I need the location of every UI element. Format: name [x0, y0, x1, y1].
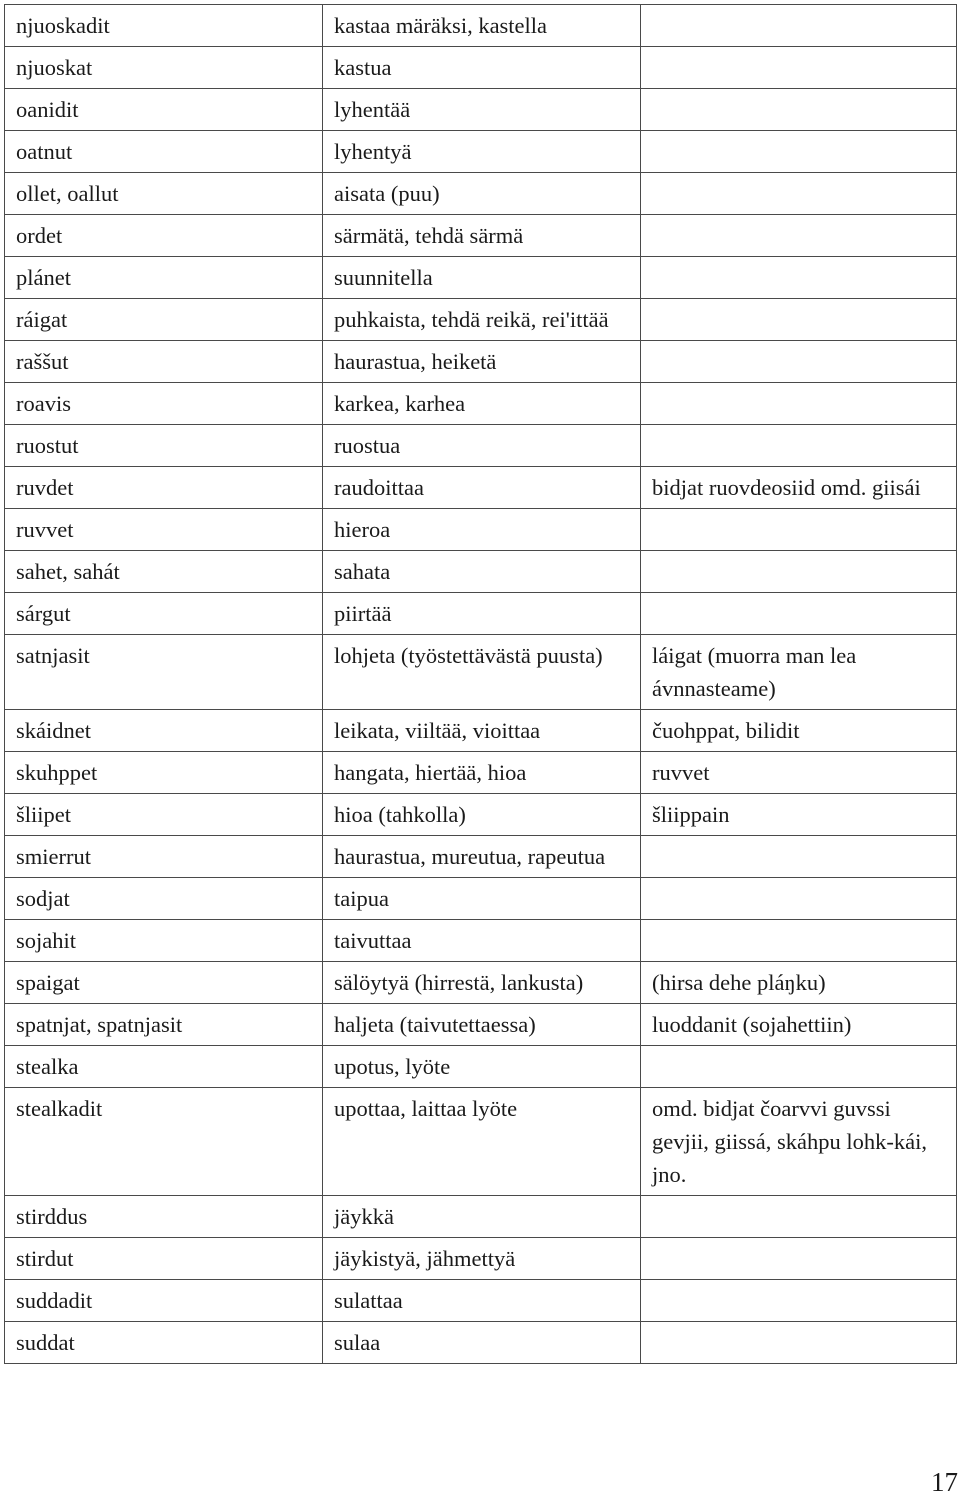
finnish-translation-cell: hieroa: [323, 509, 641, 551]
saami-term-cell: sojahit: [5, 920, 323, 962]
saami-note-cell: [641, 89, 957, 131]
table-row: [5, 131, 957, 173]
table-row: [5, 710, 957, 752]
saami-note-cell: [641, 1322, 957, 1364]
saami-term-cell: smierrut: [5, 836, 323, 878]
finnish-translation-cell: haurastua, mureutua, rapeutua: [323, 836, 641, 878]
saami-note-cell: [641, 551, 957, 593]
saami-term-cell: sodjat: [5, 878, 323, 920]
saami-term-cell: ordet: [5, 215, 323, 257]
finnish-translation-cell: haljeta (taivutettaessa): [323, 1004, 641, 1046]
finnish-translation-cell: sulaa: [323, 1322, 641, 1364]
saami-term-cell: raššut: [5, 341, 323, 383]
finnish-translation-cell: jäykistyä, jähmettyä: [323, 1238, 641, 1280]
table-row: [5, 1004, 957, 1046]
finnish-translation-cell: sulattaa: [323, 1280, 641, 1322]
table-row: [5, 5, 957, 47]
saami-term-cell: ollet, oallut: [5, 173, 323, 215]
table-row: [5, 47, 957, 89]
saami-term-cell: suddadit: [5, 1280, 323, 1322]
saami-note-cell: [641, 1046, 957, 1088]
table-row: [5, 215, 957, 257]
glossary-table: [4, 4, 957, 1364]
saami-term-cell: stirddus: [5, 1196, 323, 1238]
saami-note-cell: [641, 341, 957, 383]
saami-note-cell: [641, 836, 957, 878]
table-row: [5, 173, 957, 215]
saami-term-cell: ruostut: [5, 425, 323, 467]
finnish-translation-cell: kastaa märäksi, kastella: [323, 5, 641, 47]
finnish-translation-cell: taipua: [323, 878, 641, 920]
finnish-translation-cell: sahata: [323, 551, 641, 593]
finnish-translation-cell: lyhentää: [323, 89, 641, 131]
table-row: [5, 425, 957, 467]
saami-note-cell: [641, 5, 957, 47]
saami-note-cell: [641, 593, 957, 635]
saami-term-cell: njuoskat: [5, 47, 323, 89]
saami-term-cell: ruvdet: [5, 467, 323, 509]
table-row: [5, 752, 957, 794]
saami-term-cell: oanidit: [5, 89, 323, 131]
saami-term-cell: sárgut: [5, 593, 323, 635]
table-row: [5, 383, 957, 425]
finnish-translation-cell: sälöytyä (hirrestä, lankusta): [323, 962, 641, 1004]
finnish-translation-cell: suunnitella: [323, 257, 641, 299]
saami-note-cell: šliippain: [641, 794, 957, 836]
table-row: [5, 962, 957, 1004]
saami-note-cell: [641, 1280, 957, 1322]
table-row: [5, 1238, 957, 1280]
saami-note-cell: [641, 920, 957, 962]
glossary-body: [5, 5, 957, 1364]
saami-term-cell: stealkadit: [5, 1088, 323, 1196]
saami-note-cell: čuohppat, bilidit: [641, 710, 957, 752]
finnish-translation-cell: leikata, viiltää, vioittaa: [323, 710, 641, 752]
page-number: 17: [931, 1467, 958, 1497]
table-row: [5, 593, 957, 635]
finnish-translation-cell: hangata, hiertää, hioa: [323, 752, 641, 794]
saami-term-cell: njuoskadit: [5, 5, 323, 47]
saami-note-cell: [641, 299, 957, 341]
saami-note-cell: [641, 131, 957, 173]
finnish-translation-cell: upotus, lyöte: [323, 1046, 641, 1088]
saami-term-cell: spaigat: [5, 962, 323, 1004]
finnish-translation-cell: haurastua, heiketä: [323, 341, 641, 383]
finnish-translation-cell: aisata (puu): [323, 173, 641, 215]
saami-note-cell: [641, 215, 957, 257]
saami-term-cell: spatnjat, spatnjasit: [5, 1004, 323, 1046]
finnish-translation-cell: lyhentyä: [323, 131, 641, 173]
table-row: [5, 467, 957, 509]
saami-note-cell: (hirsa dehe pláŋku): [641, 962, 957, 1004]
table-row: [5, 1322, 957, 1364]
table-row: [5, 794, 957, 836]
finnish-translation-cell: särmätä, tehdä särmä: [323, 215, 641, 257]
saami-note-cell: luoddanit (sojahettiin): [641, 1004, 957, 1046]
saami-term-cell: ruvvet: [5, 509, 323, 551]
table-row: [5, 635, 957, 710]
saami-note-cell: [641, 1238, 957, 1280]
saami-term-cell: stealka: [5, 1046, 323, 1088]
saami-note-cell: [641, 1196, 957, 1238]
saami-term-cell: satnjasit: [5, 635, 323, 710]
finnish-translation-cell: karkea, karhea: [323, 383, 641, 425]
table-row: [5, 920, 957, 962]
table-row: [5, 299, 957, 341]
table-row: [5, 551, 957, 593]
finnish-translation-cell: ruostua: [323, 425, 641, 467]
finnish-translation-cell: taivuttaa: [323, 920, 641, 962]
table-row: [5, 836, 957, 878]
table-row: [5, 509, 957, 551]
saami-term-cell: šliipet: [5, 794, 323, 836]
saami-note-cell: bidjat ruovdeosiid omd. giisái: [641, 467, 957, 509]
saami-term-cell: stirdut: [5, 1238, 323, 1280]
saami-term-cell: skáidnet: [5, 710, 323, 752]
finnish-translation-cell: jäykkä: [323, 1196, 641, 1238]
finnish-translation-cell: piirtää: [323, 593, 641, 635]
table-row: [5, 1046, 957, 1088]
saami-note-cell: [641, 425, 957, 467]
finnish-translation-cell: puhkaista, tehdä reikä, rei'ittää: [323, 299, 641, 341]
saami-note-cell: [641, 383, 957, 425]
saami-note-cell: omd. bidjat čoarvvi guvssi gevjii, giissá, skáhpu lohk-kái, jno.: [641, 1088, 957, 1196]
table-row: [5, 257, 957, 299]
saami-term-cell: ráigat: [5, 299, 323, 341]
finnish-translation-cell: raudoittaa: [323, 467, 641, 509]
table-row: [5, 341, 957, 383]
saami-note-cell: [641, 509, 957, 551]
saami-term-cell: sahet, sahát: [5, 551, 323, 593]
finnish-translation-cell: kastua: [323, 47, 641, 89]
saami-note-cell: [641, 878, 957, 920]
table-row: [5, 1280, 957, 1322]
saami-term-cell: plánet: [5, 257, 323, 299]
saami-note-cell: láigat (muorra man lea ávnnasteame): [641, 635, 957, 710]
finnish-translation-cell: lohjeta (työstettävästä puusta): [323, 635, 641, 710]
saami-note-cell: ruvvet: [641, 752, 957, 794]
saami-term-cell: suddat: [5, 1322, 323, 1364]
saami-term-cell: roavis: [5, 383, 323, 425]
saami-term-cell: oatnut: [5, 131, 323, 173]
table-row: [5, 878, 957, 920]
saami-note-cell: [641, 173, 957, 215]
saami-note-cell: [641, 257, 957, 299]
saami-term-cell: skuhppet: [5, 752, 323, 794]
saami-note-cell: [641, 47, 957, 89]
table-row: [5, 1088, 957, 1196]
table-row: [5, 1196, 957, 1238]
table-row: [5, 89, 957, 131]
finnish-translation-cell: hioa (tahkolla): [323, 794, 641, 836]
finnish-translation-cell: upottaa, laittaa lyöte: [323, 1088, 641, 1196]
